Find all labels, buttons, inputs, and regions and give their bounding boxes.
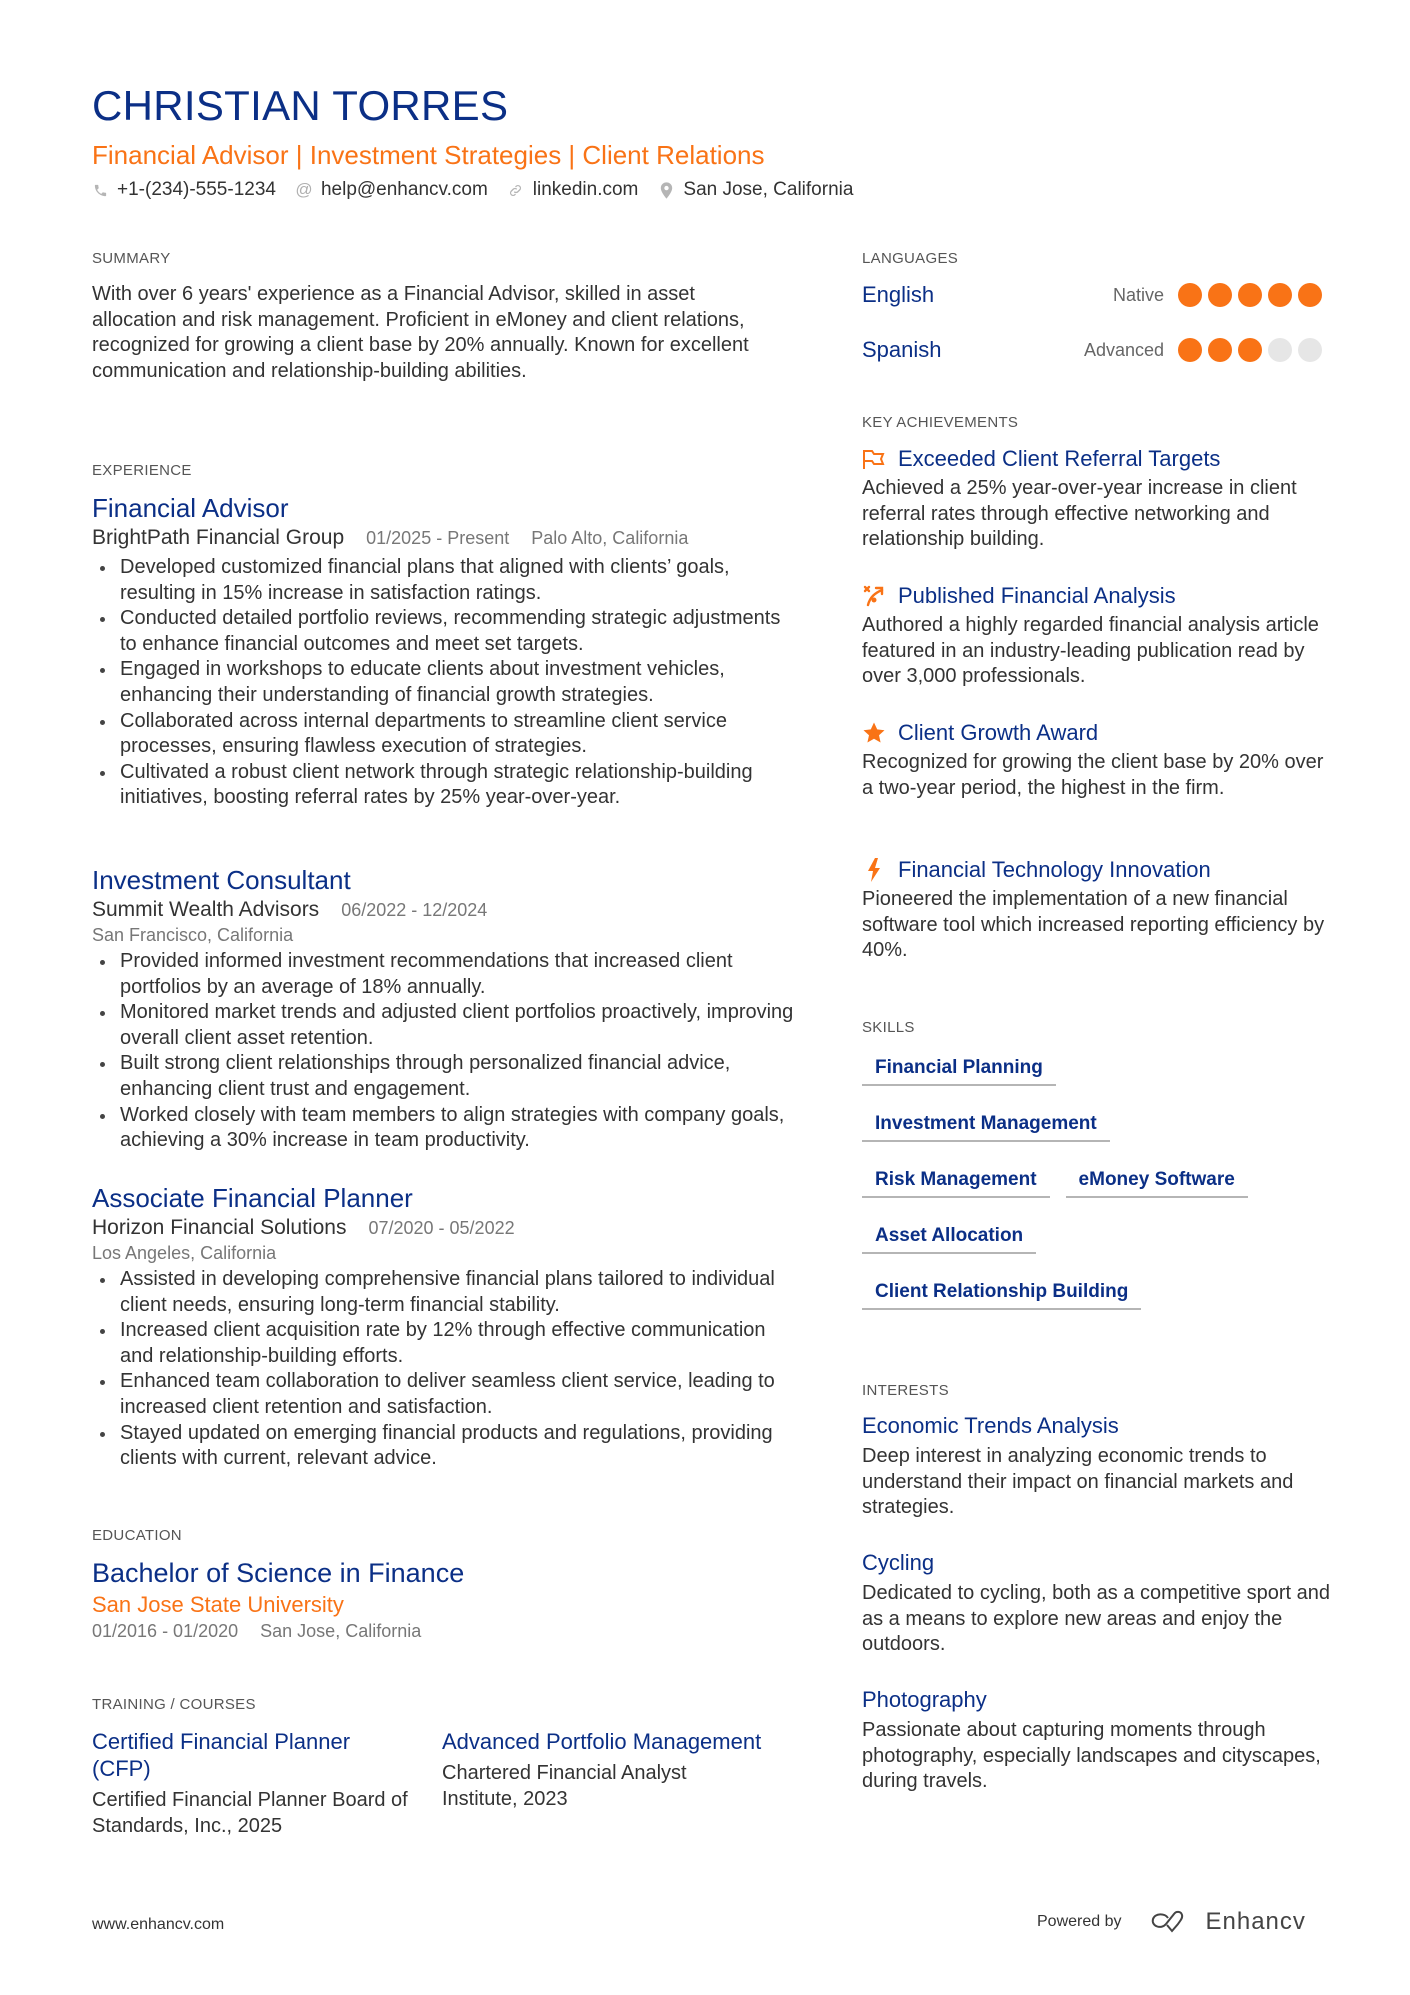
contact-bar (92, 178, 873, 202)
job-bullet: Enhanced team collaboration to deliver seamless client service, leading to increased client retention and satisfaction. (92, 1369, 802, 1420)
rating-dot-filled (1178, 283, 1202, 307)
achievement-desc: Pioneered the implementation of a new financial software tool which increased reporting efficiency by 40%. (862, 888, 1325, 962)
education-school: San Jose State University (92, 1592, 344, 1617)
achievement-title: Exceeded Client Referral Targets (898, 446, 1221, 471)
section-label-education: EDUCATION (92, 1527, 182, 1544)
at-icon: @ (295, 180, 313, 199)
job-bullet: Developed customized financial plans that aligned with clients’ goals, resulting in 15% increase in satisfaction ratings. (92, 555, 802, 606)
job-title: Financial Advisor (92, 493, 289, 523)
courses-list (92, 1728, 792, 1839)
contact-linkedin-text[interactable]: linkedin.com (532, 179, 639, 200)
skill-tag: Risk Management (862, 1165, 1050, 1198)
job-dates: 06/2022 - 12/2024 (341, 900, 488, 920)
job-bullet: Collaborated across internal departments to streamline client service processes, ensuring flawless execution of strategies. (92, 709, 802, 760)
flag-icon (862, 447, 886, 471)
interest-title: Cycling (862, 1550, 935, 1575)
phone-icon (92, 181, 108, 199)
job-bullets (92, 555, 802, 811)
course-org: Chartered Financial Analyst Institute, 2023 (442, 1762, 687, 1810)
footer-branding[interactable] (1037, 1908, 1306, 1936)
contact-linkedin[interactable] (508, 179, 639, 201)
rating-dot-filled (1298, 283, 1322, 307)
job-dates: 07/2020 - 05/2022 (368, 1218, 515, 1238)
interest-desc: Passionate about capturing moments through photography, especially landscapes and cityscapes, during travels. (862, 1719, 1321, 1793)
skill-tag: Client Relationship Building (862, 1277, 1141, 1310)
course-org: Certified Financial Planner Board of Standards, Inc., 2025 (92, 1789, 408, 1837)
achievement-desc: Achieved a 25% year-over-year increase in client referral rates through effective networking and relationship building. (862, 477, 1297, 551)
job-bullet: Stayed updated on emerging financial products and regulations, providing clients with current, relevant advice. (92, 1421, 802, 1472)
achievement-title: Financial Technology Innovation (898, 857, 1211, 882)
achievement-title: Published Financial Analysis (898, 583, 1176, 608)
skill-tag: Financial Planning (862, 1053, 1056, 1086)
education-dates: 01/2016 - 01/2020 (92, 1621, 239, 1641)
contact-location-text: San Jose, California (683, 179, 854, 200)
job-meta (92, 524, 802, 552)
link-icon (508, 181, 524, 199)
language-item (862, 335, 1322, 365)
job-bullet: Cultivated a robust client network through strategic relationship-building initiatives, boosting referral rates by 25% year-over-year. (92, 760, 802, 811)
interest-desc: Dedicated to cycling, both as a competitive sport and as a means to explore new areas and enjoy the outdoors. (862, 1582, 1331, 1656)
contact-phone-text: +1-(234)-555-1234 (117, 179, 276, 200)
job-company: BrightPath Financial Group (92, 526, 345, 549)
achievement-desc: Authored a highly regarded financial analysis article featured in an industry-leading publication read by over 3,000 professionals. (862, 614, 1319, 688)
course-title: Certified Financial Planner (CFP) (92, 1729, 351, 1781)
interest-title: Photography (862, 1687, 987, 1712)
language-item (862, 280, 1322, 310)
section-label-achievements: KEY ACHIEVEMENTS (862, 414, 1019, 431)
course-item (92, 1728, 442, 1839)
powered-by-label: Powered by (1037, 1913, 1122, 1930)
lightning-icon (862, 858, 886, 882)
section-label-interests: INTERESTS (862, 1382, 949, 1399)
language-rating (1178, 338, 1322, 362)
experience-entry (92, 1182, 802, 1472)
job-bullet: Provided informed investment recommendations that increased client portfolios by an average of 18% annually. (92, 949, 802, 1000)
language-rating (1178, 283, 1322, 307)
job-bullet: Conducted detailed portfolio reviews, recommending strategic adjustments to enhance financial outcomes and meet set targets. (92, 606, 802, 657)
achievement-item (862, 444, 1332, 553)
skill-tag: eMoney Software (1066, 1165, 1248, 1198)
section-label-experience: EXPERIENCE (92, 462, 192, 479)
job-company: Horizon Financial Solutions (92, 1216, 347, 1239)
job-bullet: Built strong client relationships through personalized financial advice, enhancing client trust and engagement. (92, 1051, 802, 1102)
contact-phone (92, 179, 276, 201)
education-degree: Bachelor of Science in Finance (92, 1558, 465, 1588)
summary-text: With over 6 years' experience as a Financial Advisor, skilled in asset allocation and risk management. Proficient in eMoney and client relations, recognized for growing a client base by 20% annually. Known for excellent communication and relationship-building abilities. (92, 283, 749, 382)
education-meta (92, 1620, 792, 1642)
job-meta (92, 896, 802, 924)
rating-dot-filled (1268, 283, 1292, 307)
contact-email[interactable] (296, 179, 488, 201)
achievement-item (862, 581, 1332, 690)
location-pin-icon (658, 181, 674, 199)
enhancv-brand-name: Enhancv (1205, 1908, 1306, 1935)
section-label-skills: SKILLS (862, 1019, 915, 1036)
contact-location (658, 179, 853, 201)
enhancv-logo-icon (1148, 1910, 1194, 1934)
language-name: Spanish (862, 337, 942, 362)
achievement-item (862, 855, 1332, 964)
job-dates: 01/2025 - Present (366, 528, 510, 548)
rating-dot-filled (1208, 283, 1232, 307)
job-location: San Francisco, California (92, 925, 294, 945)
experience-entry (92, 492, 802, 811)
job-bullet: Engaged in workshops to educate clients about investment vehicles, enhancing their understanding of financial growth strategies. (92, 657, 802, 708)
interest-desc: Deep interest in analyzing economic trends to understand their impact on financial markets and strategies. (862, 1445, 1294, 1519)
job-company: Summit Wealth Advisors (92, 898, 320, 921)
job-bullet: Monitored market trends and adjusted client portfolios proactively, improving overall client asset retention. (92, 1000, 802, 1051)
course-title: Advanced Portfolio Management (442, 1729, 762, 1754)
education-location: San Jose, California (260, 1621, 422, 1641)
section-label-summary: SUMMARY (92, 250, 171, 267)
skill-tag: Investment Management (862, 1109, 1110, 1142)
section-label-training: TRAINING / COURSES (92, 1696, 256, 1713)
rating-dot-empty (1268, 338, 1292, 362)
job-bullets (92, 1267, 802, 1472)
job-meta (92, 1214, 802, 1242)
education-entry (92, 1556, 792, 1642)
interest-item (862, 1549, 1332, 1658)
rating-dot-filled (1238, 283, 1262, 307)
interest-item (862, 1686, 1332, 1795)
rating-dot-filled (1238, 338, 1262, 362)
language-name: English (862, 282, 935, 307)
experience-entry (92, 864, 802, 1154)
rating-dot-filled (1178, 338, 1202, 362)
job-bullets (92, 949, 802, 1154)
job-title: Associate Financial Planner (92, 1183, 413, 1213)
footer-website-link[interactable]: www.enhancv.com (92, 1916, 225, 1933)
rating-dot-empty (1298, 338, 1322, 362)
achievement-item (862, 718, 1332, 801)
job-bullet: Increased client acquisition rate by 12% through effective communication and relationship-building efforts. (92, 1318, 802, 1369)
interest-title: Economic Trends Analysis (862, 1413, 1119, 1438)
job-bullet: Worked closely with team members to align strategies with company goals, achieving a 30% increase in team productivity. (92, 1103, 802, 1154)
strategy-path-icon (862, 584, 886, 608)
candidate-headline: Financial Advisor | Investment Strategies | Client Relations (92, 140, 765, 170)
achievement-desc: Recognized for growing the client base by 20% over a two-year period, the highest in the firm. (862, 751, 1324, 799)
section-label-languages: LANGUAGES (862, 250, 959, 267)
skill-tag: Asset Allocation (862, 1221, 1036, 1254)
interest-item (862, 1412, 1332, 1521)
job-location: Palo Alto, California (531, 528, 689, 548)
star-icon (862, 721, 886, 745)
rating-dot-filled (1208, 338, 1232, 362)
course-item (442, 1728, 792, 1839)
achievement-title: Client Growth Award (898, 720, 1099, 745)
language-level: Advanced (1083, 339, 1164, 360)
skills-list (862, 1053, 1332, 1333)
candidate-name: CHRISTIAN TORRES (92, 82, 509, 129)
language-level: Native (1112, 284, 1164, 305)
job-bullet: Assisted in developing comprehensive financial plans tailored to individual client needs, ensuring long-term financial stability. (92, 1267, 802, 1318)
job-title: Investment Consultant (92, 865, 351, 895)
contact-email-text[interactable]: help@enhancv.com (320, 179, 488, 200)
job-location: Los Angeles, California (92, 1243, 277, 1263)
